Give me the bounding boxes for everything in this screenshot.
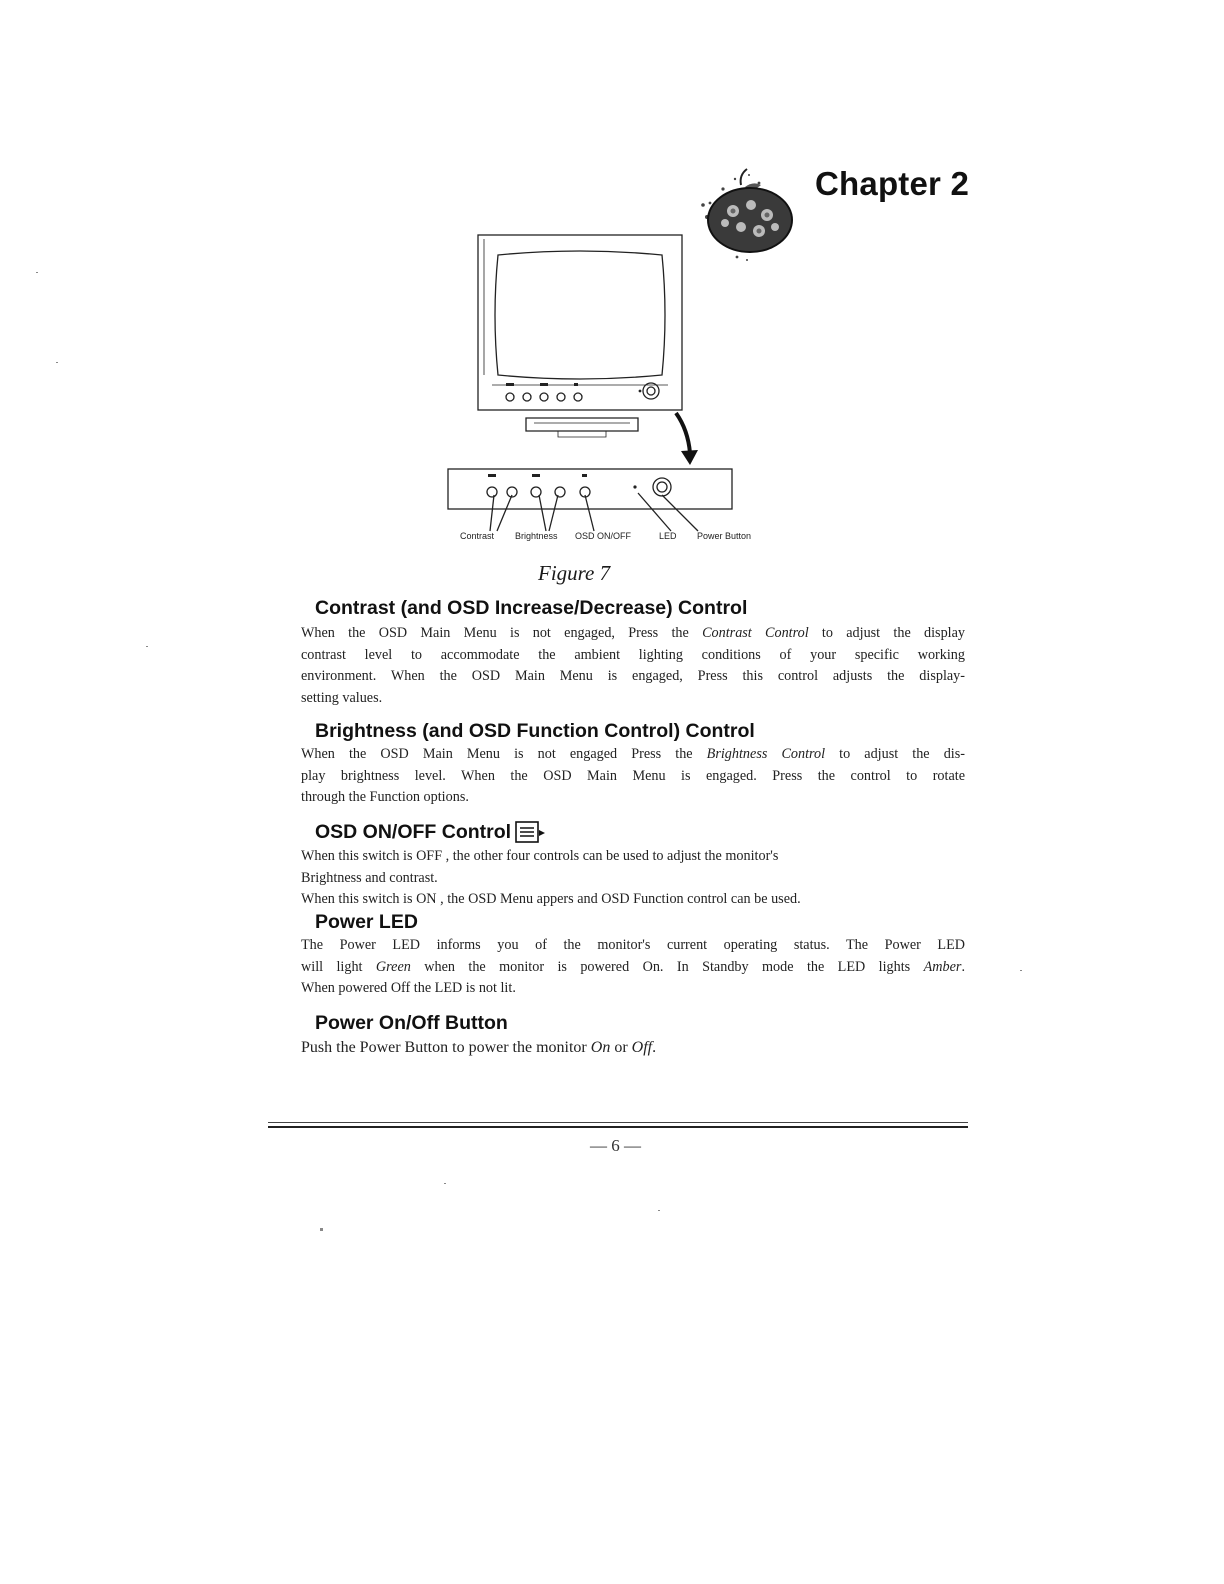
text-line: When this switch is ON , the OSD Menu appers and OSD Function control can be used. — [301, 891, 801, 907]
heading-power-led: Power LED — [315, 911, 418, 933]
scan-speck — [444, 1183, 446, 1184]
footer-rule — [268, 1122, 968, 1123]
text-line: When powered Off the LED is not lit. — [301, 980, 516, 996]
scan-speck — [36, 272, 38, 273]
page-number: — 6 — — [590, 1136, 641, 1155]
monitor-front-buttons — [506, 393, 582, 401]
text-line: The Power LED informs you of the monitor's current operating status. The Power LED — [301, 937, 965, 953]
figure-caption: Figure 7 — [538, 561, 611, 585]
paragraph-contrast — [301, 623, 965, 709]
paragraph-brightness — [301, 744, 965, 809]
text-line: will light Green when the monitor is powered On. In Standby mode the LED lights Amber. — [301, 958, 965, 975]
text-line: contrast level to accommodate the ambient lighting conditions of your specific working — [301, 646, 965, 663]
callout-arrow-icon — [676, 413, 690, 453]
paragraph-osd-on-off — [301, 846, 965, 911]
text-line: play brightness level. When the OSD Main Menu is engaged. Press the control to rotate — [301, 767, 965, 784]
scan-speck — [658, 1210, 660, 1211]
text-line: When the OSD Main Menu is not engaged, Press the Contrast Control to adjust the display — [301, 625, 965, 641]
label-contrast: Contrast — [460, 531, 495, 541]
heading-contrast: Contrast (and OSD Increase/Decrease) Control — [315, 597, 748, 619]
text-line: Push the Power Button to power the monitor On or Off. — [301, 1039, 657, 1056]
label-osd-on-off: OSD ON/OFF — [575, 531, 631, 541]
label-power-button: Power Button — [697, 531, 752, 541]
text-line: through the Function options. — [301, 789, 469, 805]
heading-power-button: Power On/Off Button — [315, 1012, 508, 1034]
text-line: When this switch is OFF , the other four controls can be used to adjust the monitor's — [301, 848, 779, 864]
scan-speck — [56, 362, 58, 363]
text-line: setting values. — [301, 689, 383, 706]
label-led: LED — [659, 531, 677, 541]
text-line: environment. When the OSD Main Menu is engaged, Press this control adjusts the display- — [301, 668, 965, 684]
scan-speck — [146, 646, 148, 647]
footer-rule-thick — [268, 1126, 968, 1128]
paragraph-power-led — [301, 935, 965, 1000]
label-brightness: Brightness — [515, 531, 558, 541]
scan-speck — [1020, 970, 1022, 971]
scan-speck — [320, 1228, 323, 1231]
heading-brightness: Brightness (and OSD Function Control) Control — [315, 720, 755, 742]
chapter-title: Chapter 2 — [815, 165, 970, 202]
monitor-diagram — [440, 225, 780, 555]
osd-menu-icon — [515, 821, 547, 845]
paragraph-power-button — [301, 1037, 965, 1059]
heading-osd-on-off: OSD ON/OFF Control — [315, 821, 547, 845]
text-line: Brightness and contrast. — [301, 869, 438, 886]
panel-power-button-icon — [653, 478, 671, 496]
monitor-screen — [495, 251, 665, 379]
text-line: When the OSD Main Menu is not engaged Press the Brightness Control to adjust the dis- — [301, 746, 965, 762]
